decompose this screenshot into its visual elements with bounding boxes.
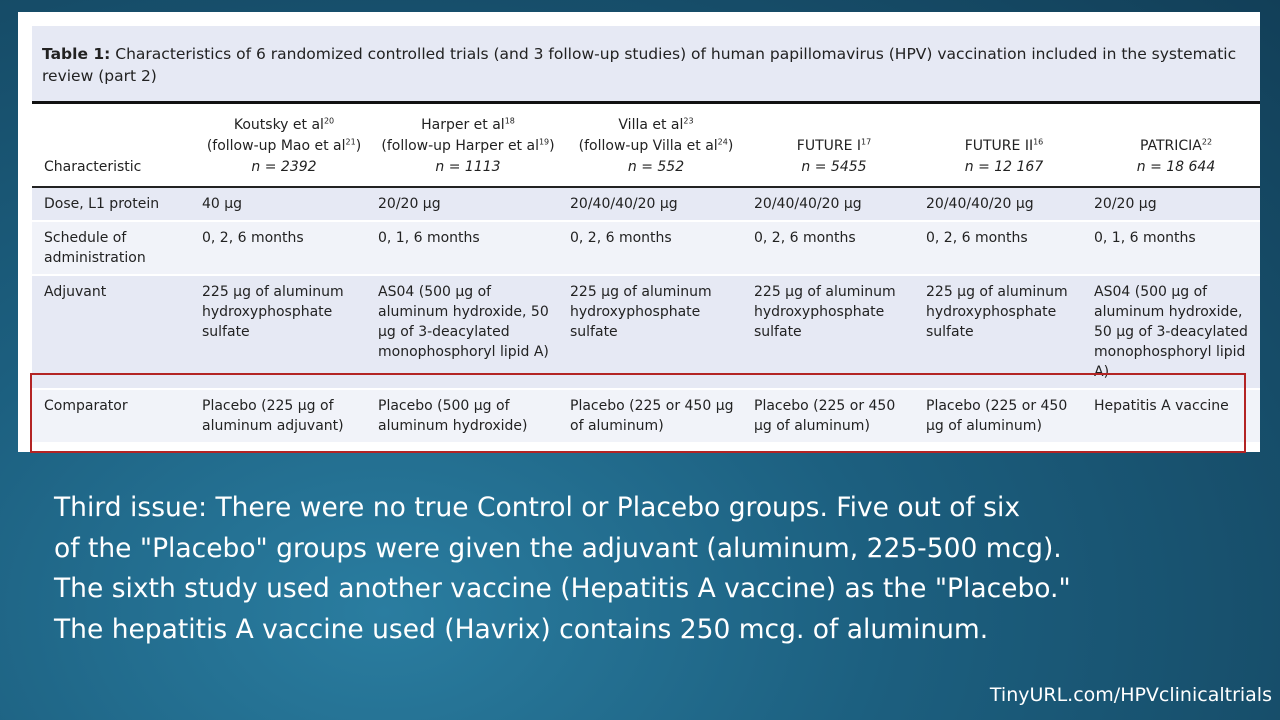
table-cell: Placebo (225 or 450 µg of aluminum) [748,389,920,443]
row-label: Adjuvant [32,275,196,389]
table-cell: 0, 1, 6 months [372,221,564,275]
table-row-schedule [32,221,1260,275]
study-header: Koutsky et $al^{20}$ (follow-up Mao et $al^{21}$) n = 2392 [196,104,372,187]
table-cell: Placebo (500 µg of aluminum hydroxide) [372,389,564,443]
table-caption [32,26,1260,104]
row-label: Comparator [32,389,196,443]
table-cell: Placebo (225 or 450 µg of aluminum) [564,389,748,443]
table-caption-label: Table 1: [42,45,111,63]
table-cell: 0, 2, 6 months [920,221,1088,275]
table-row-adjuvant [32,275,1260,389]
table-row-dose [32,187,1260,221]
table-cell: AS04 (500 µg of aluminum hydroxide, 50 µg of 3-deacylated monophosphoryl lipid A) [372,275,564,389]
row-label: Schedule of administration [32,221,196,275]
table-cell: 0, 2, 6 months [564,221,748,275]
study-header: Harper et $al^{18}$ (follow-up Harper et $al^{19}$) n = 1113 [372,104,564,187]
table-cell: 20/40/40/20 µg [748,187,920,221]
comparator-highlight-box [30,373,1246,453]
footer-url: TinyURL.com/HPVclinicaltrials [989,684,1272,706]
slide-body-text [54,488,1254,650]
table-cell: 0, 2, 6 months [196,221,372,275]
study-header: FUTURE $I^{17}$ n = 5455 [748,104,920,187]
study-header: Villa et $al^{23}$ (follow-up Villa et $al^{24}$) n = 552 [564,104,748,187]
table-cell: 0, 1, 6 months [1088,221,1260,275]
table-cell: AS04 (500 µg of aluminum hydroxide, 50 µg of 3-deacylated monophosphoryl lipid A) [1088,275,1260,389]
table-cell: 20/20 µg [372,187,564,221]
table-cell: 40 µg [196,187,372,221]
table-cell: 20/20 µg [1088,187,1260,221]
table-cell: Placebo (225 µg of aluminum adjuvant) [196,389,372,443]
table-cell: 225 µg of aluminum hydroxyphosphate sulfate [196,275,372,389]
table-cell: Placebo (225 or 450 µg of aluminum) [920,389,1088,443]
table-cell: 20/40/40/20 µg [920,187,1088,221]
table-cell: Hepatitis A vaccine [1088,389,1260,443]
table-cell: 0, 2, 6 months [748,221,920,275]
table-cell: 225 µg of aluminum hydroxyphosphate sulfate [920,275,1088,389]
study-header: FUTURE II$^{16}$ n = 12 167 [920,104,1088,187]
slide-text-line: The sixth study used another vaccine (Hepatitis A vaccine) as the "Placebo." [54,573,1071,604]
table-cell: 225 µg of aluminum hydroxyphosphate sulfate [564,275,748,389]
slide-text-line: of the "Placebo" groups were given the adjuvant (aluminum, 225-500 mcg). [54,532,1062,564]
table-caption-text: Characteristics of 6 randomized controlled trials (and 3 follow-up studies) of human papillomavirus (HPV) vaccination included in the systematic review (part 2) [42,45,1237,85]
row-label: Dose, L1 protein [32,187,196,221]
table-cell: 20/40/40/20 µg [564,187,748,221]
table-cell: 225 µg of aluminum hydroxyphosphate sulfate [748,275,920,389]
slide-text-line: The hepatitis A vaccine used (Havrix) contains 250 mcg. of aluminum. [54,613,989,645]
table-header-row [32,104,1260,187]
study-header: PATRICIA$^{22}$ n = 18 644 [1088,104,1260,187]
slide-text-line: Third issue: There were no true Control or Placebo groups. Five out of six [54,492,1021,523]
header-characteristic: Characteristic [32,104,196,187]
